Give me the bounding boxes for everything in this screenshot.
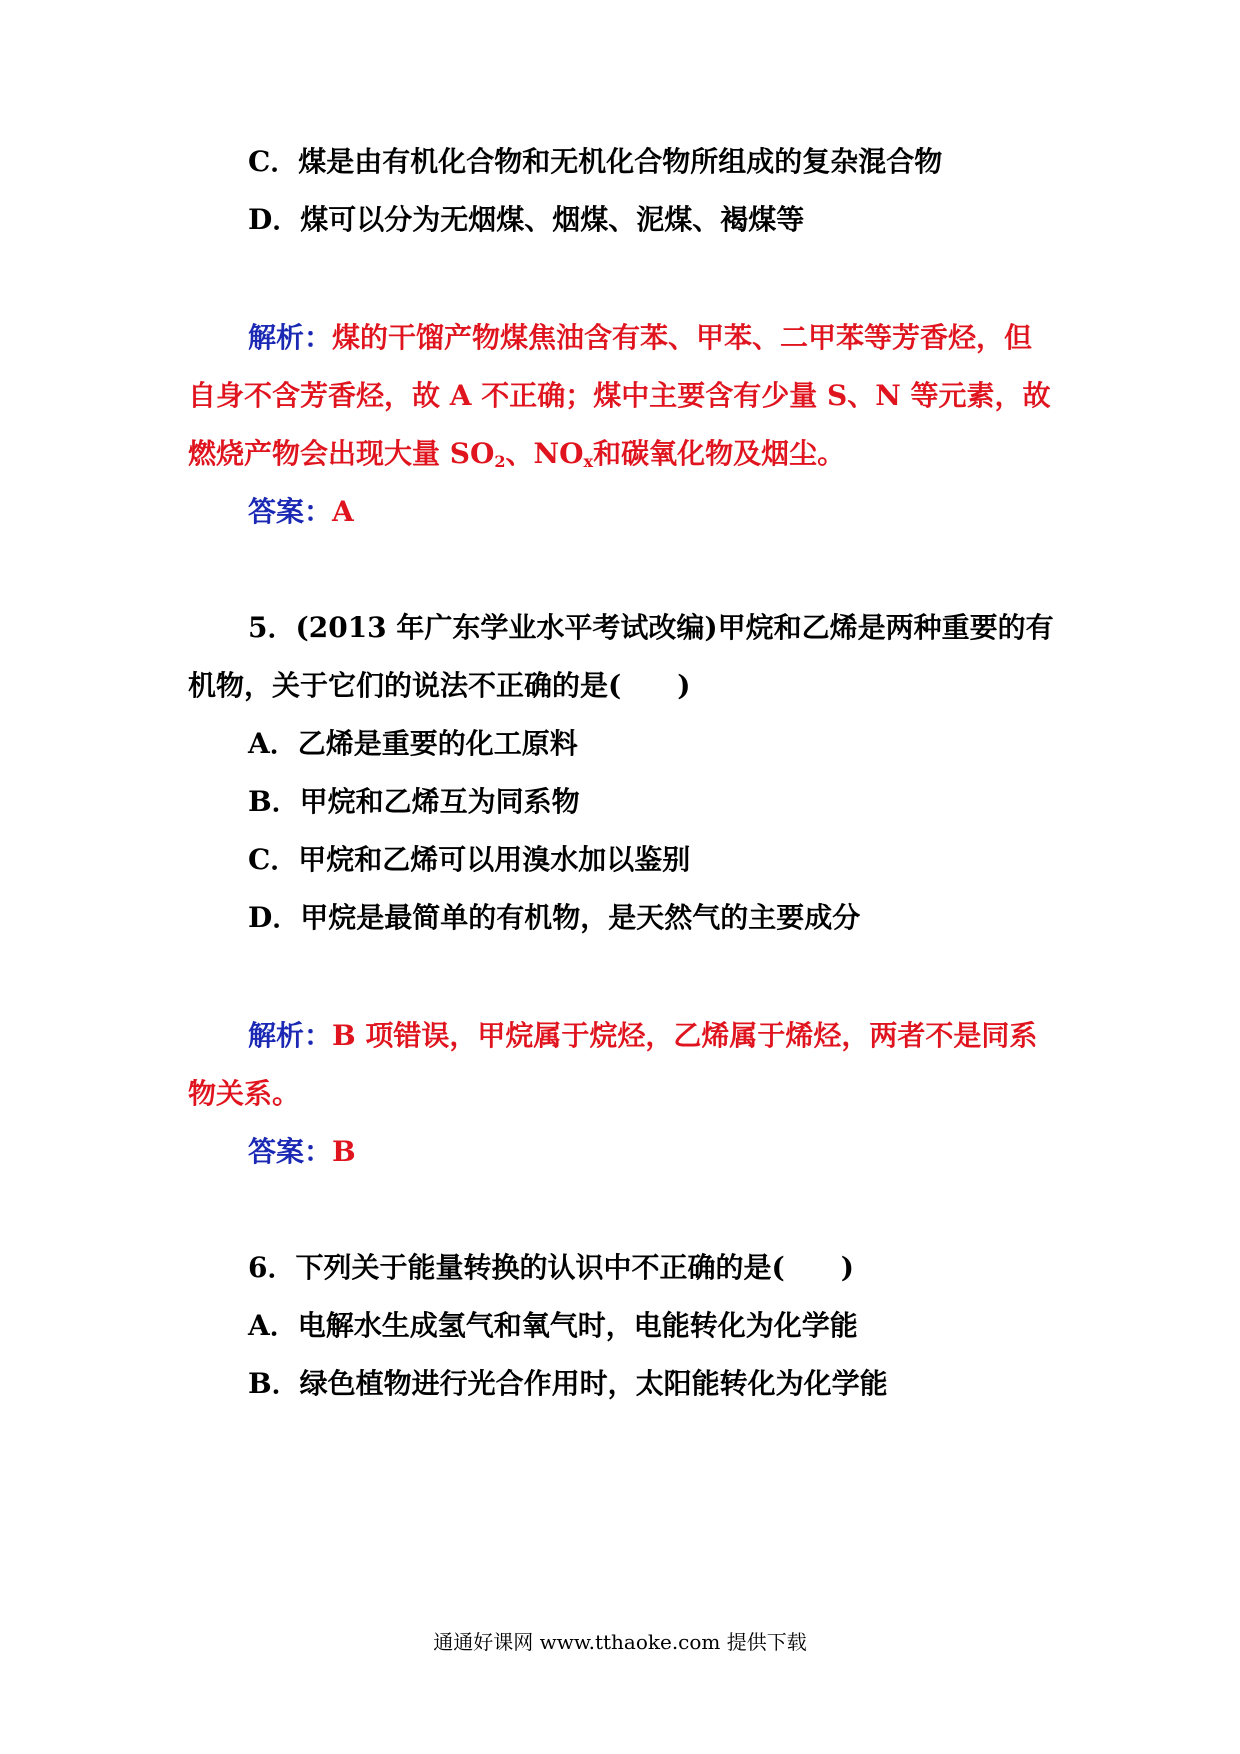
answer-label: 答案： xyxy=(248,495,333,528)
analysis-text: 燃烧产物会出现大量 SO xyxy=(188,437,495,470)
answer-value: A xyxy=(332,495,354,528)
q6-option-a: A．电解水生成氢气和氧气时，电能转化为化学能 xyxy=(248,1309,858,1342)
q5-stem-line1: 5．(2013 年广东学业水平考试改编)甲烷和乙烯是两种重要的有 xyxy=(248,611,1054,644)
q4-analysis-line1 xyxy=(248,318,1032,358)
subscript: 2 xyxy=(494,452,506,471)
analysis-label: 解析： xyxy=(248,1019,333,1052)
q6-stem: 6．下列关于能量转换的认识中不正确的是( ) xyxy=(248,1251,854,1284)
q5-option-d: D．甲烷是最简单的有机物，是天然气的主要成分 xyxy=(248,901,861,934)
q5-option-a: A．乙烯是重要的化工原料 xyxy=(248,727,578,760)
q5-stem-line2: 机物，关于它们的说法不正确的是( ) xyxy=(188,669,691,702)
q5-option-b: B．甲烷和乙烯互为同系物 xyxy=(248,785,580,818)
q5-option-c: C．甲烷和乙烯可以用溴水加以鉴别 xyxy=(248,843,691,876)
answer-label: 答案： xyxy=(248,1135,333,1168)
q5-analysis-line2: 物关系。 xyxy=(188,1077,301,1110)
q4-analysis-line2: 自身不含芳香烃，故 A 不正确；煤中主要含有少量 S、N 等元素，故 xyxy=(188,379,1051,412)
q4-option-c: C．煤是由有机化合物和无机化合物所组成的复杂混合物 xyxy=(248,145,943,178)
page-footer: 通通好课网 www.tthaoke.com 提供下载 xyxy=(433,1630,807,1654)
q6-option-b: B．绿色植物进行光合作用时，太阳能转化为化学能 xyxy=(248,1367,888,1400)
q4-analysis-line3 xyxy=(188,434,845,474)
q5-analysis-line1 xyxy=(248,1016,1037,1056)
q4-answer xyxy=(248,492,354,532)
q4-option-d: D．煤可以分为无烟煤、烟煤、泥煤、褐煤等 xyxy=(248,203,805,236)
analysis-text: 和碳氧化物及烟尘。 xyxy=(593,437,846,470)
subscript: x xyxy=(583,452,594,471)
analysis-text: 、NO xyxy=(505,437,584,470)
q5-answer xyxy=(248,1132,356,1172)
analysis-label: 解析： xyxy=(248,321,333,354)
answer-value: B xyxy=(332,1135,356,1168)
analysis-text: 煤的干馏产物煤焦油含有苯、甲苯、二甲苯等芳香烃，但 xyxy=(332,321,1033,354)
analysis-text: B 项错误，甲烷属于烷烃，乙烯属于烯烃，两者不是同系 xyxy=(332,1019,1038,1052)
